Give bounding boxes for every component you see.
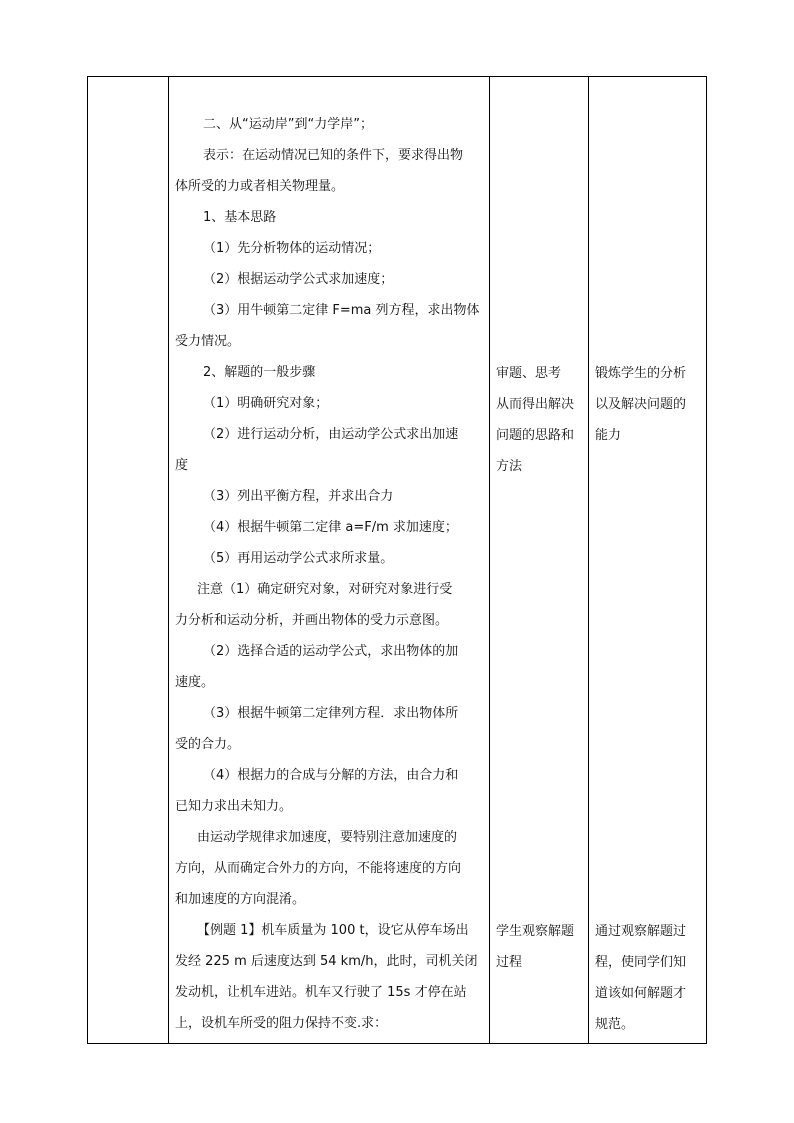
text-line: 【例题 1】机车质量为 100 t，设它从停车场出 xyxy=(197,923,469,938)
text-line: 规范。 xyxy=(595,1017,635,1032)
text-line: 度 xyxy=(175,458,189,473)
empty-first-column xyxy=(88,77,168,1043)
text-line: （4）根据力的合成与分解的方法，由合力和 xyxy=(203,768,459,783)
text-line: 二、从“运动岸”到“力学岸”； xyxy=(203,117,373,132)
design-purpose-cell xyxy=(589,77,707,1043)
text-line: （2）进行运动分析，由运动学公式求出加速 xyxy=(203,427,459,442)
text-line: （5）再用运动学公式求所求量。 xyxy=(203,551,394,566)
text-line: （3）根据牛顿第二定律列方程．求出物体所 xyxy=(203,706,459,721)
text-line: （3）列出平衡方程，并求出合力 xyxy=(203,489,394,504)
text-line: 和加速度的方向混淆。 xyxy=(175,892,306,907)
text-line: 发动机，让机车进站。机车又行驶了 15s 才停在站 xyxy=(175,985,467,1000)
text-line: 能力 xyxy=(595,428,622,443)
text-line: （3）用牛顿第二定律 F=ma 列方程，求出物体 xyxy=(203,303,480,318)
student-activity-cell xyxy=(490,77,588,1043)
text-line: （2）选择合适的运动学公式，求出物体的加 xyxy=(203,644,459,659)
text-line: （1）明确研究对象； xyxy=(203,396,329,411)
text-line: 速度。 xyxy=(175,675,215,690)
text-line: 锻炼学生的分析 xyxy=(595,366,687,381)
text-line: 由运动学规律求加速度，要特别注意加速度的 xyxy=(197,830,458,845)
text-line: 从而得出解决 xyxy=(496,397,575,412)
text-line: 已知力求出未知力。 xyxy=(175,799,293,814)
text-line: 审题、思考 xyxy=(496,366,562,381)
text-line: 2、解题的一般步骤 xyxy=(203,365,316,380)
text-line: 发经 225 m 后速度达到 54 km/h，此时，司机关闭 xyxy=(175,954,478,969)
lesson-table xyxy=(87,76,707,1044)
text-line: 以及解决问题的 xyxy=(595,397,687,412)
text-line: 方法 xyxy=(496,459,523,474)
text-line: 1、基本思路 xyxy=(203,210,277,225)
text-line: 体所受的力或者相关物理量。 xyxy=(175,179,345,194)
text-line: （2）根据运动学公式求加速度； xyxy=(203,272,394,287)
text-line: 方向，从而确定合外力的方向，不能将速度的方向 xyxy=(175,861,462,876)
text-line: 问题的思路和 xyxy=(496,428,575,443)
text-line: 注意（1）确定研究对象，对研究对象进行受 xyxy=(197,582,453,597)
text-line: （4）根据牛顿第二定律 a=F/m 求加速度； xyxy=(203,520,458,535)
text-line: 表示：在运动情况已知的条件下，要求得出物 xyxy=(203,148,464,163)
text-line: 学生观察解题 xyxy=(496,924,575,939)
text-line: 程，使同学们知 xyxy=(595,955,687,970)
text-line: 上，设机车所受的阻力保持不变.求： xyxy=(175,1016,388,1031)
text-line: 受力情况。 xyxy=(175,334,241,349)
text-line: 道该如何解题才 xyxy=(595,986,687,1001)
teaching-content-cell xyxy=(169,77,489,1043)
text-line: 过程 xyxy=(496,955,523,970)
text-line: 受的合力。 xyxy=(175,737,241,752)
text-line: 通过观察解题过 xyxy=(595,924,687,939)
text-line: （1）先分析物体的运动情况； xyxy=(203,241,381,256)
text-line: 力分析和运动分析，并画出物体的受力示意图。 xyxy=(175,613,449,628)
